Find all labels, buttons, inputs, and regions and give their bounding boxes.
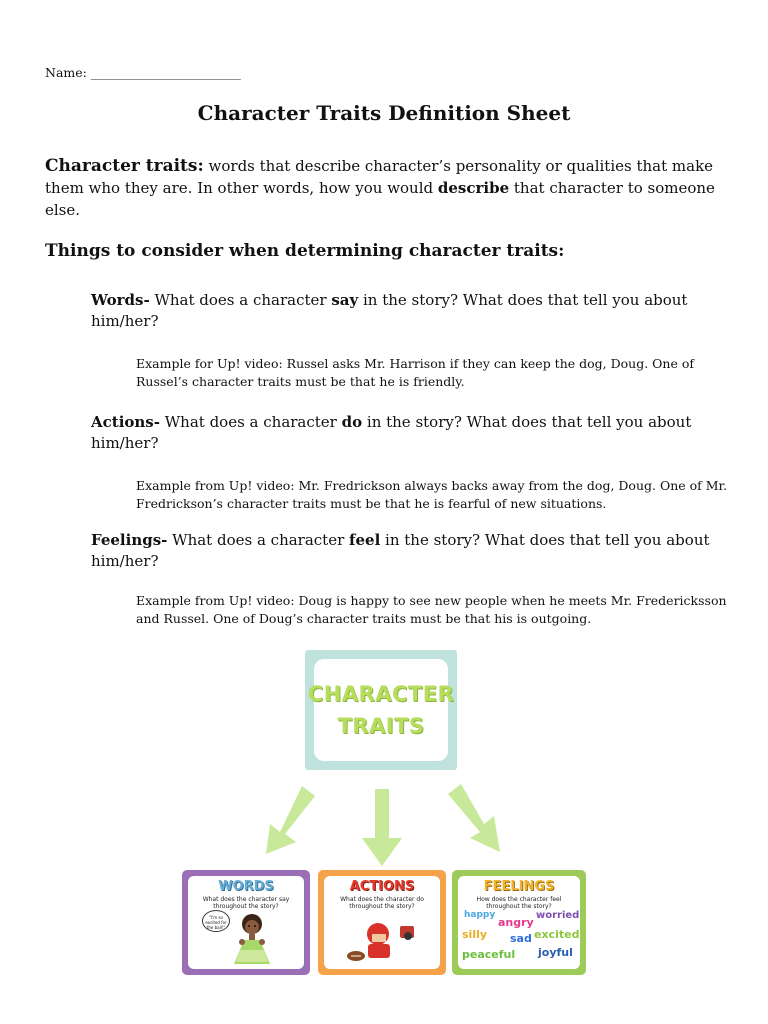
item-keyword: do xyxy=(341,413,363,431)
item-pre: What does a character xyxy=(149,291,332,309)
card-inner xyxy=(458,876,580,969)
feeling-word: joyful xyxy=(538,946,573,959)
card-inner xyxy=(324,876,440,969)
feeling-word: excited xyxy=(534,928,580,941)
arrow-left-icon xyxy=(266,786,315,854)
item-pre: What does a character xyxy=(159,413,342,431)
example-words: Example for Up! video: Russel asks Mr. Harrison if they can keep the dog, Doug. One of Russel’s character traits must be that he is friendly. xyxy=(136,356,694,389)
card-title: WORDS xyxy=(218,879,274,894)
definition-term: Character traits: xyxy=(45,156,204,176)
page-title: Character Traits Definition Sheet xyxy=(197,101,571,125)
item-words xyxy=(91,290,711,332)
card-inner xyxy=(188,876,304,969)
princess-icon xyxy=(222,910,282,966)
example-actions: Example from Up! video: Mr. Fredrickson always backs away from the dog, Doug. One of Mr. Fredrickson’s character traits must be that he is fearful of new situations. xyxy=(136,478,728,511)
feeling-word: worried xyxy=(536,910,580,921)
football-player-icon xyxy=(342,916,426,966)
feeling-word: sad xyxy=(510,932,532,945)
graphic-title-line2: TRAITS xyxy=(337,714,425,738)
item-post: in the story? What does that tell you about him/her? xyxy=(91,531,710,570)
name-field: Name: ________________________ xyxy=(45,65,241,80)
item-post: in the story? What does that tell you about him/her? xyxy=(91,291,688,330)
words-card xyxy=(182,870,310,975)
actions-card xyxy=(318,870,446,975)
item-keyword: say xyxy=(331,291,359,309)
definition-text-2: that character to someone else. xyxy=(45,179,715,219)
graphic-title-line1: CHARACTER xyxy=(307,682,455,706)
definition-bold-word: describe xyxy=(437,179,510,197)
speech-bubble: "I'm so excited for the ball!" xyxy=(202,910,230,932)
item-post: in the story? What does that tell you about him/her? xyxy=(91,413,692,452)
feelings-card xyxy=(452,870,586,975)
consider-heading: Things to consider when determining character traits: xyxy=(45,241,565,261)
definition-paragraph xyxy=(45,155,725,221)
character-traits-graphic xyxy=(182,648,586,980)
arrow-right-icon xyxy=(448,784,500,852)
item-label: Feelings- xyxy=(91,531,168,549)
card-title: FEELINGS xyxy=(483,879,555,894)
card-subtitle: What does the character say throughout the story? xyxy=(202,896,290,910)
arrows xyxy=(182,648,586,870)
arrow-down-icon xyxy=(362,789,402,866)
feeling-word: silly xyxy=(462,928,488,941)
item-label: Words- xyxy=(91,291,150,309)
item-feelings xyxy=(91,530,711,572)
card-subtitle: How does the character feel throughout the story? xyxy=(476,896,562,910)
example-feelings: Example from Up! video: Doug is happy to see new people when he meets Mr. Fredericksson and Russel. One of Doug’s character traits must be that his is outgoing. xyxy=(136,593,727,626)
card-subtitle: What does the character do throughout the story? xyxy=(340,896,424,910)
card-title: ACTIONS xyxy=(349,879,415,894)
item-pre: What does a character xyxy=(167,531,350,549)
item-actions xyxy=(91,412,711,454)
definition-text-1: words that describe character’s personality or qualities that make them who they are. In other words, how you would xyxy=(45,157,714,197)
feeling-word: angry xyxy=(498,916,534,929)
feeling-word: peaceful xyxy=(462,948,516,961)
item-keyword: feel xyxy=(349,531,381,549)
item-label: Actions- xyxy=(91,413,160,431)
feeling-word: happy xyxy=(464,910,496,920)
